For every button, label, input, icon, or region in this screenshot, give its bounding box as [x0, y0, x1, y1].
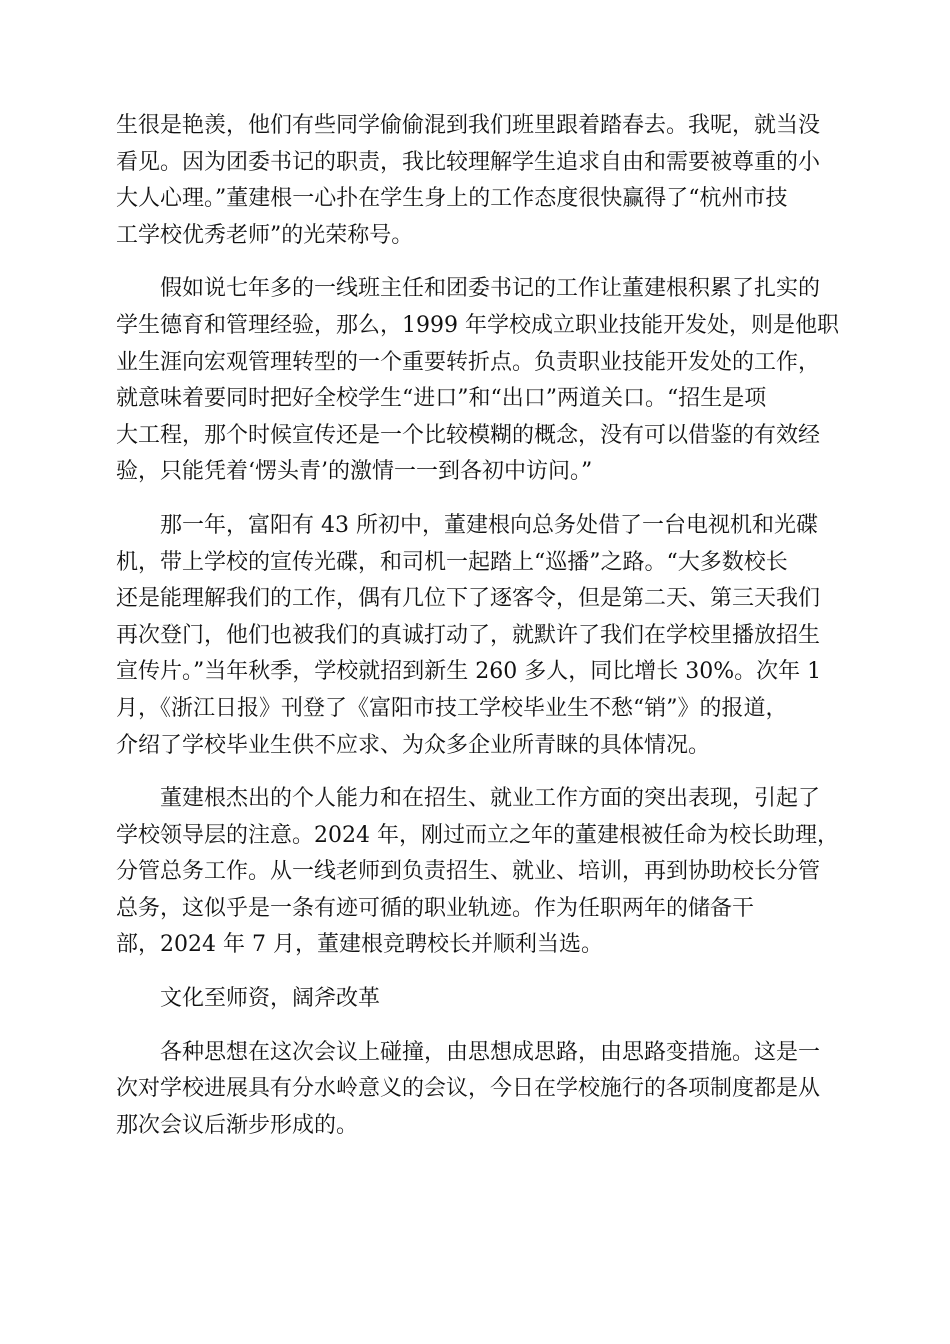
text-line: 部，2024 年 7 月，董建根竞聘校长并顺利当选。: [116, 932, 603, 958]
text-line: 大工程，那个时候宣传还是一个比较模糊的概念，没有可以借鉴的有效经: [116, 422, 821, 448]
paragraph-1: [116, 108, 836, 254]
text-line: 那次会议后渐步形成的。: [116, 1112, 359, 1138]
text-line: 大人心理。”董建根一心扑在学生身上的工作态度很快赢得了“杭州市技: [116, 186, 788, 212]
text-line: 宣传片。”当年秋季，学校就招到新生 260 多人，同比增长 30%。次年 1: [116, 659, 822, 685]
text-line: 学生德育和管理经验，那么，1999 年学校成立职业技能开发处，则是他职: [116, 312, 839, 338]
paragraph-4: [116, 781, 839, 964]
text-line: 学校领导层的注意。2024 年，刚过而立之年的董建根被任命为校长助理，: [116, 822, 839, 848]
text-line: 再次登门，他们也被我们的真诚打动了，就默许了我们在学校里播放招生: [116, 622, 821, 648]
paragraph-3: [116, 508, 836, 764]
paragraph-6: [116, 1035, 836, 1145]
document-page: [116, 108, 839, 1161]
section-heading-text: 文化至师资，阔斧改革: [116, 986, 381, 1012]
text-line: 总务，这似乎是一条有迹可循的职业轨迹。作为任职两年的储备干: [116, 895, 755, 921]
text-line: 次对学校进展具有分水岭意义的会议，今日在学校施行的各项制度都是从: [116, 1076, 821, 1102]
text-line: 还是能理解我们的工作，偶有几位下了逐客令，但是第二天、第三天我们: [116, 586, 821, 612]
text-line: 各种思想在这次会议上碰撞，由思想成思路，由思路变措施。这是一: [116, 1039, 821, 1065]
text-line: 验，只能凭着‘愣头青’的激情一一到各初中访问。”: [116, 459, 593, 485]
text-line: 就意味着要同时把好全校学生“进口”和“出口”两道关口。“招生是项: [116, 386, 767, 412]
text-line: 生很是艳羡，他们有些同学偷偷混到我们班里跟着踏春去。我呢，就当没: [116, 113, 821, 138]
text-line: 机，带上学校的宣传光碟，和司机一起踏上“巡播”之路。“大多数校长: [116, 549, 788, 575]
text-line: 工学校优秀老师”的光荣称号。: [116, 222, 414, 248]
text-line: 分管总务工作。从一线老师到负责招生、就业、培训，再到协助校长分管: [116, 859, 821, 885]
text-line: 月，《浙江日报》刊登了《富阳市技工学校毕业生不愁“销”》的报道，: [116, 695, 788, 721]
text-line: 那一年，富阳有 43 所初中，董建根向总务处借了一台电视机和光碟: [116, 512, 818, 538]
text-line: 看见。因为团委书记的职责，我比较理解学生追求自由和需要被尊重的小: [116, 149, 821, 175]
paragraph-2: [116, 271, 839, 491]
text-line: 介绍了学校毕业生供不应求、为众多企业所青睐的具体情况。: [116, 732, 711, 758]
section-heading: [116, 981, 836, 1018]
text-line: 业生涯向宏观管理转型的一个重要转折点。负责职业技能开发处的工作，: [116, 349, 821, 375]
text-line: 董建根杰出的个人能力和在招生、就业工作方面的突出表现，引起了: [116, 786, 821, 812]
text-line: 假如说七年多的一线班主任和团委书记的工作让董建根积累了扎实的: [116, 276, 821, 302]
